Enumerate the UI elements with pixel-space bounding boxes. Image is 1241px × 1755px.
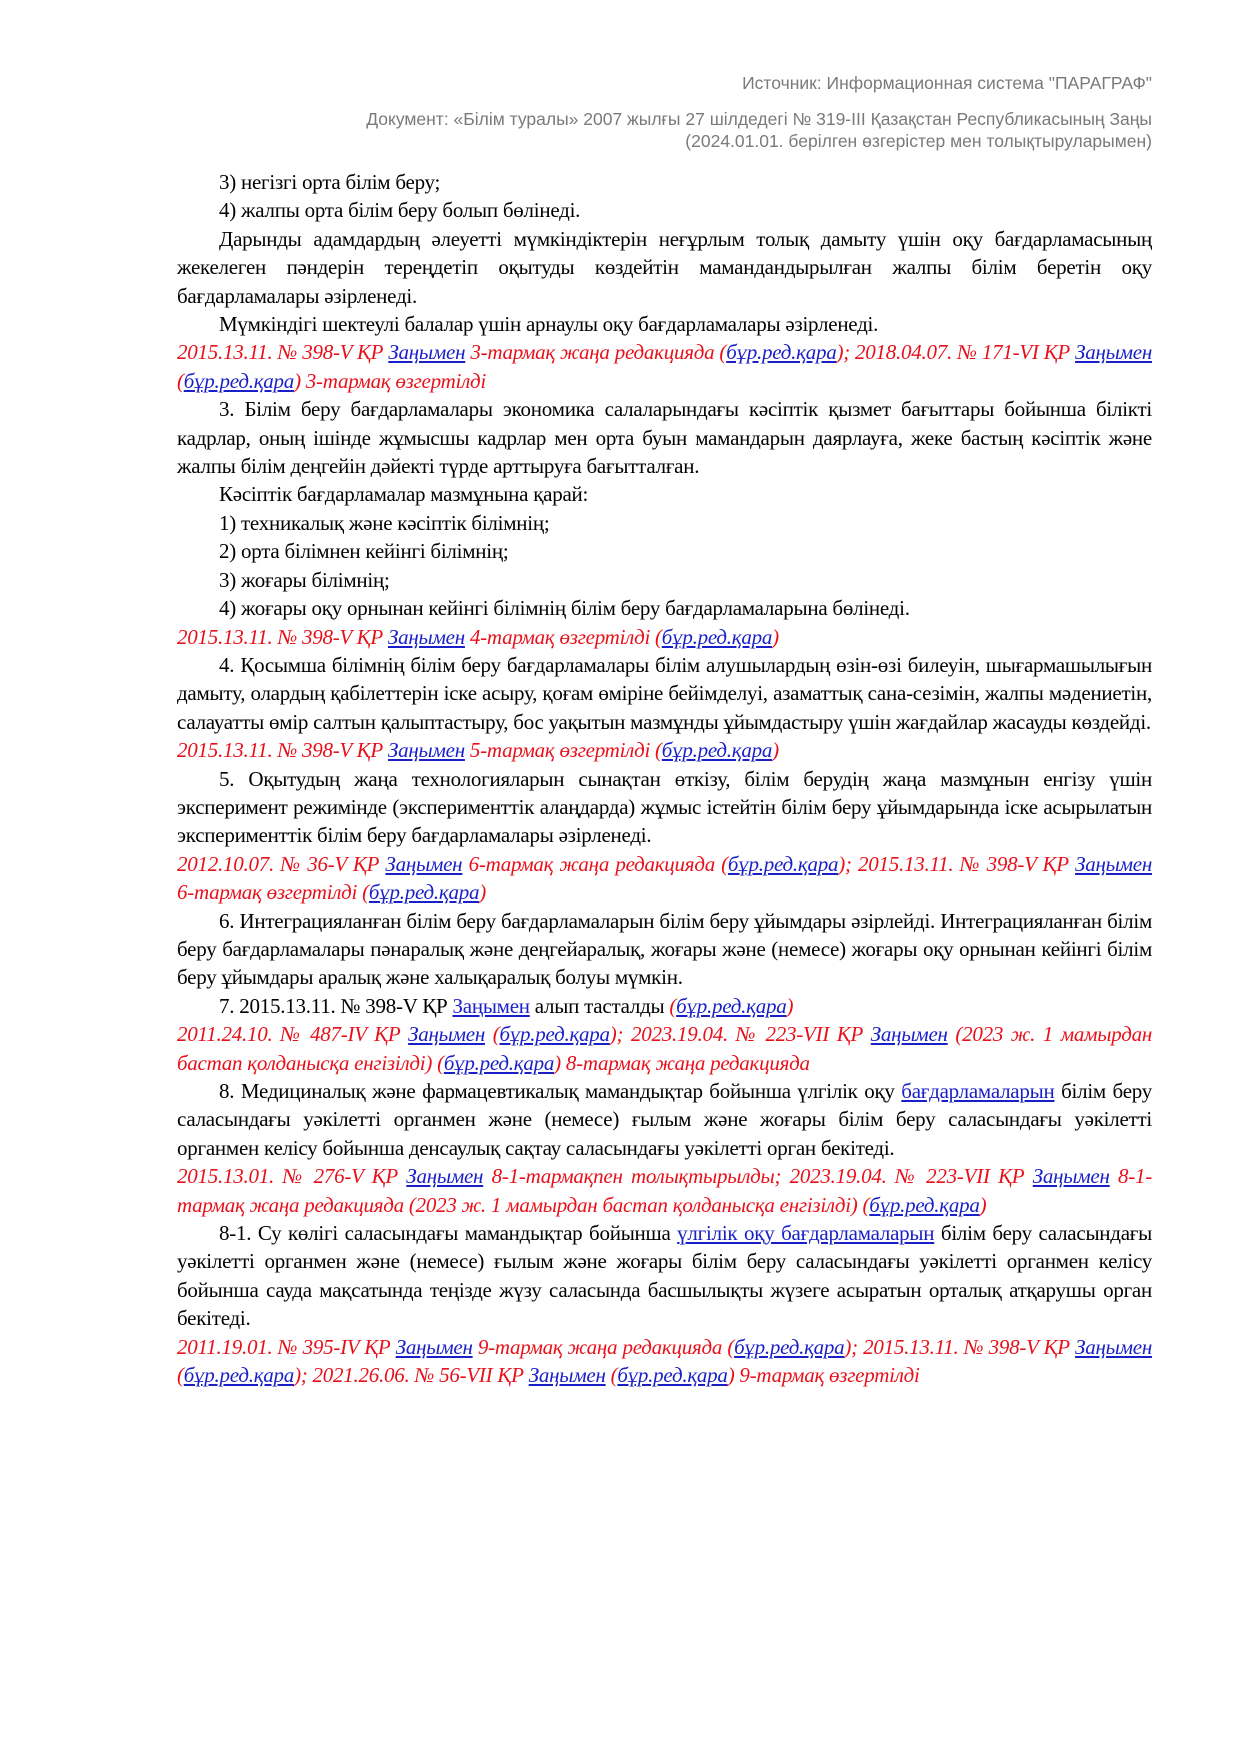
note-text: ); 2021.26.06. № 56-VII ҚР bbox=[294, 1363, 529, 1388]
note-text: (2023 ж. 1 мамырдан бастап қолданысқа енгізілді) ( bbox=[177, 1022, 1152, 1075]
list-item: 4) жалпы орта білім беру болып бөлінеді. bbox=[219, 198, 581, 223]
law-link[interactable]: Заңымен bbox=[408, 1022, 486, 1047]
law-link[interactable]: Заңымен bbox=[387, 738, 465, 763]
note-text: ) bbox=[479, 880, 486, 905]
note-text: ) 3-тармақ өзгертілді bbox=[294, 368, 486, 393]
note-text: ( bbox=[177, 1363, 184, 1388]
prev-edition-link[interactable]: бұр.ред.қара bbox=[727, 851, 839, 876]
paragraph-special-needs: Мүмкіндігі шектеулі балалар үшін арнаулы оқу бағдарламалары әзірленеді. bbox=[219, 312, 879, 337]
list-item: 3) жоғары білімнің; bbox=[219, 567, 390, 592]
prev-edition-link[interactable]: бұр.ред.қара bbox=[617, 1363, 728, 1388]
note-text: 2015.13.01. № 276-V ҚР bbox=[177, 1164, 407, 1189]
page-header bbox=[152, 72, 1152, 152]
source-line: Источник: Информационная система "ПАРАГРАФ" bbox=[742, 73, 1152, 93]
law-link[interactable]: Заңымен bbox=[395, 1334, 473, 1359]
law-link[interactable]: Заңымен bbox=[388, 340, 466, 365]
amendment-note bbox=[177, 736, 1152, 764]
note-text: ); 2018.04.07. № 171-VI ҚР bbox=[836, 340, 1076, 365]
law-link[interactable]: Заңымен bbox=[452, 993, 530, 1018]
item-4: 4. Қосымша білімнің білім беру бағдарламалары білім алушылардың өзін-өзі билеуін, шығармашылығын дамыту, олардың қабілеттерін іске асыру, қоғам өміріне бейімделуі, азаматтық сана-сезімін, жалпы мәдениетін, салауатты өмір салтын қалыптастыру, бос уақытын мазмұнды ұйымдастыру үшін жағдайлар жасауды көздейді. bbox=[177, 652, 1152, 734]
law-link[interactable]: Заңымен bbox=[1075, 851, 1152, 876]
law-link[interactable]: Заңымен bbox=[870, 1022, 948, 1047]
law-link[interactable]: Заңымен bbox=[406, 1164, 484, 1189]
list-item: 4) жоғары оқу орнынан кейінгі білімнің білім беру бағдарламаларына бөлінеді. bbox=[219, 596, 910, 621]
note-text: ); 2015.13.11. № 398-V ҚР bbox=[838, 851, 1076, 876]
amendment-note bbox=[177, 1020, 1152, 1077]
note-text: ); 2023.19.04. № 223-VII ҚР bbox=[609, 1022, 871, 1047]
note-text: ( bbox=[177, 368, 184, 393]
item-text: 8. Медициналық және фармацевтикалық мамандықтар бойынша үлгілік оқу bbox=[219, 1079, 902, 1103]
prev-edition-link[interactable]: бұр.ред.қара bbox=[676, 993, 787, 1018]
item-5: 5. Оқытудың жаңа технологияларын сынақтан өткізу, білім берудің жаңа мазмұнын енгізу үшін эксперимент режимінде (эксперименттік алаңдарда) жұмыс істейтін білім беру ұйымдарында іске асырылатын эксперименттік білім беру бағдарламалары әзірленеді. bbox=[177, 766, 1152, 848]
note-text: 2011.19.01. № 395-IV ҚР bbox=[177, 1334, 396, 1359]
prev-edition-link[interactable]: бұр.ред.қара bbox=[661, 738, 773, 763]
prev-edition-link[interactable]: бұр.ред.қара bbox=[443, 1050, 555, 1075]
note-text: ) bbox=[772, 738, 779, 763]
item-6: 6. Интеграцияланған білім беру бағдарламаларын білім беру ұйымдары әзірлейді. Интеграцияланған білім беру бағдарламалары пәнаралық және деңгейаралық, жоғары және (немесе) жоғары оқу орнынан кейінгі білім беру ұйымдары аралық және халықаралық болуы мүмкін. bbox=[177, 908, 1152, 990]
prev-edition-link[interactable]: бұр.ред.қара bbox=[869, 1192, 980, 1217]
list-item: 3) негізгі орта білім беру; bbox=[219, 170, 441, 194]
document-title-line-1: Документ: «Білім туралы» 2007 жылғы 27 шілдедегі № 319-III Қазақстан Республикасының Заңы bbox=[366, 109, 1152, 129]
note-text: ); 2015.13.11. № 398-V ҚР bbox=[844, 1334, 1076, 1359]
note-text: ( bbox=[605, 1363, 618, 1388]
prev-edition-link[interactable]: бұр.ред.қара bbox=[499, 1022, 610, 1047]
note-text: 6-тармақ жаңа редакцияда ( bbox=[462, 851, 728, 876]
note-text: ) 8-тармақ жаңа редакцияда bbox=[554, 1050, 810, 1075]
prev-edition-link[interactable]: бұр.ред.қара bbox=[661, 624, 773, 649]
law-link[interactable]: Заңымен bbox=[1075, 340, 1152, 365]
note-text: ( bbox=[485, 1022, 500, 1047]
note-paren: ) bbox=[786, 993, 794, 1018]
model-programs-link[interactable]: үлгілік оқу бағдарламаларын bbox=[677, 1221, 935, 1246]
item-8 bbox=[177, 1077, 1152, 1162]
prev-edition-link[interactable]: бұр.ред.қара bbox=[726, 340, 837, 365]
note-text: 2012.10.07. № 36-V ҚР bbox=[177, 851, 386, 876]
note-text: 5-тармақ өзгертілді ( bbox=[464, 738, 662, 763]
item-text: білім беру саласындағы уәкілетті органмен және (немесе) ғылым және жоғары білім беру саласындағы уәкілетті органмен келісу бойынша сауда мақсатында теңізде жүзу саласында басшылықты жүзеге асыратын орталық атқарушы орган бекітеді. bbox=[177, 1221, 1153, 1331]
paragraph-gifted: Дарынды адамдардың әлеуетті мүмкіндіктерін неғұрлым толық дамыту үшін оқу бағдарламасының жекелеген пәндерін тереңдетіп оқытуды көздейтін мамандандырылған жалпы білім беретін оқу бағдарламалары әзірленеді. bbox=[177, 226, 1152, 308]
prev-edition-link[interactable]: бұр.ред.қара bbox=[368, 880, 480, 905]
model-programs-link[interactable]: бағдарламаларын bbox=[901, 1079, 1055, 1103]
prev-edition-link[interactable]: бұр.ред.қара bbox=[734, 1334, 845, 1359]
note-text: 8-1-тармақ жаңа редакцияда (2023 ж. 1 мамырдан бастап қолданысқа енгізілді) ( bbox=[177, 1164, 1153, 1217]
law-link[interactable]: Заңымен bbox=[1032, 1164, 1110, 1189]
prev-edition-link[interactable]: бұр.ред.қара bbox=[183, 368, 295, 393]
item-text: алып тасталды bbox=[529, 993, 670, 1018]
note-paren: ( bbox=[669, 993, 677, 1018]
note-text: 3-тармақ жаңа редакцияда ( bbox=[465, 340, 727, 365]
note-text: ) bbox=[979, 1192, 987, 1217]
item-text: білім беру саласындағы уәкілетті органмен және (немесе) ғылым және жоғары білім беру саласындағы уәкілетті органмен келісу бойынша денсаулық сақтау саласындағы уәкілетті орган бекітеді. bbox=[177, 1079, 1153, 1160]
note-text: 8-1-тармақпен толықтырылды; 2023.19.04. № 223-VII ҚР bbox=[483, 1164, 1033, 1189]
law-link[interactable]: Заңымен bbox=[528, 1363, 606, 1388]
law-link[interactable]: Заңымен bbox=[387, 624, 465, 649]
note-text: ) 9-тармақ өзгертілді bbox=[727, 1363, 920, 1388]
amendment-note bbox=[177, 1333, 1152, 1390]
item-3: 3. Білім беру бағдарламалары экономика салаларындағы кәсіптік қызмет бағыттары бойынша білікті кадрлар, оның ішінде жұмысшы кадрлар мен орта буын мамандарын даярлауға, жеке бастың кәсіптік және жалпы білім деңгейін дәйекті түрде арттыруға бағытталған. bbox=[177, 397, 1152, 479]
amendment-note bbox=[177, 850, 1152, 907]
amendment-note bbox=[177, 1162, 1152, 1219]
note-text: 2015.13.11. № 398-V ҚР bbox=[177, 624, 388, 649]
document-title-line-2: (2024.01.01. берілген өзгерістер мен толықтыруларымен) bbox=[685, 131, 1152, 151]
note-text: 4-тармақ өзгертілді ( bbox=[464, 624, 662, 649]
item-7 bbox=[177, 992, 1152, 1020]
item-3-intro: Кәсіптік бағдарламалар мазмұнына қарай: bbox=[219, 482, 589, 507]
item-text: 7. 2015.13.11. № 398-V ҚР bbox=[219, 993, 453, 1018]
list-item: 1) техникалық және кәсіптік білімнің; bbox=[219, 510, 550, 535]
list-item: 2) орта білімнен кейінгі білімнің; bbox=[219, 539, 509, 564]
note-text: 2015.13.11. № 398-V ҚР bbox=[177, 340, 389, 365]
law-link[interactable]: Заңымен bbox=[1075, 1334, 1152, 1359]
law-link[interactable]: Заңымен bbox=[385, 851, 463, 876]
prev-edition-link[interactable]: бұр.ред.қара bbox=[183, 1363, 295, 1388]
note-text: 2015.13.11. № 398-V ҚР bbox=[177, 738, 388, 763]
note-text: 6-тармақ өзгертілді ( bbox=[177, 880, 369, 905]
document-body bbox=[177, 168, 1152, 1389]
item-8-1 bbox=[177, 1219, 1152, 1333]
note-text: ) bbox=[772, 624, 779, 649]
note-text: 2011.24.10. № 487-IV ҚР bbox=[177, 1022, 409, 1047]
note-text: 9-тармақ жаңа редакцияда ( bbox=[472, 1334, 735, 1359]
item-text: 8-1. Су көлігі саласындағы мамандықтар бойынша bbox=[219, 1221, 678, 1246]
note-text bbox=[669, 994, 793, 1018]
amendment-note bbox=[177, 338, 1152, 395]
amendment-note bbox=[177, 623, 1152, 651]
